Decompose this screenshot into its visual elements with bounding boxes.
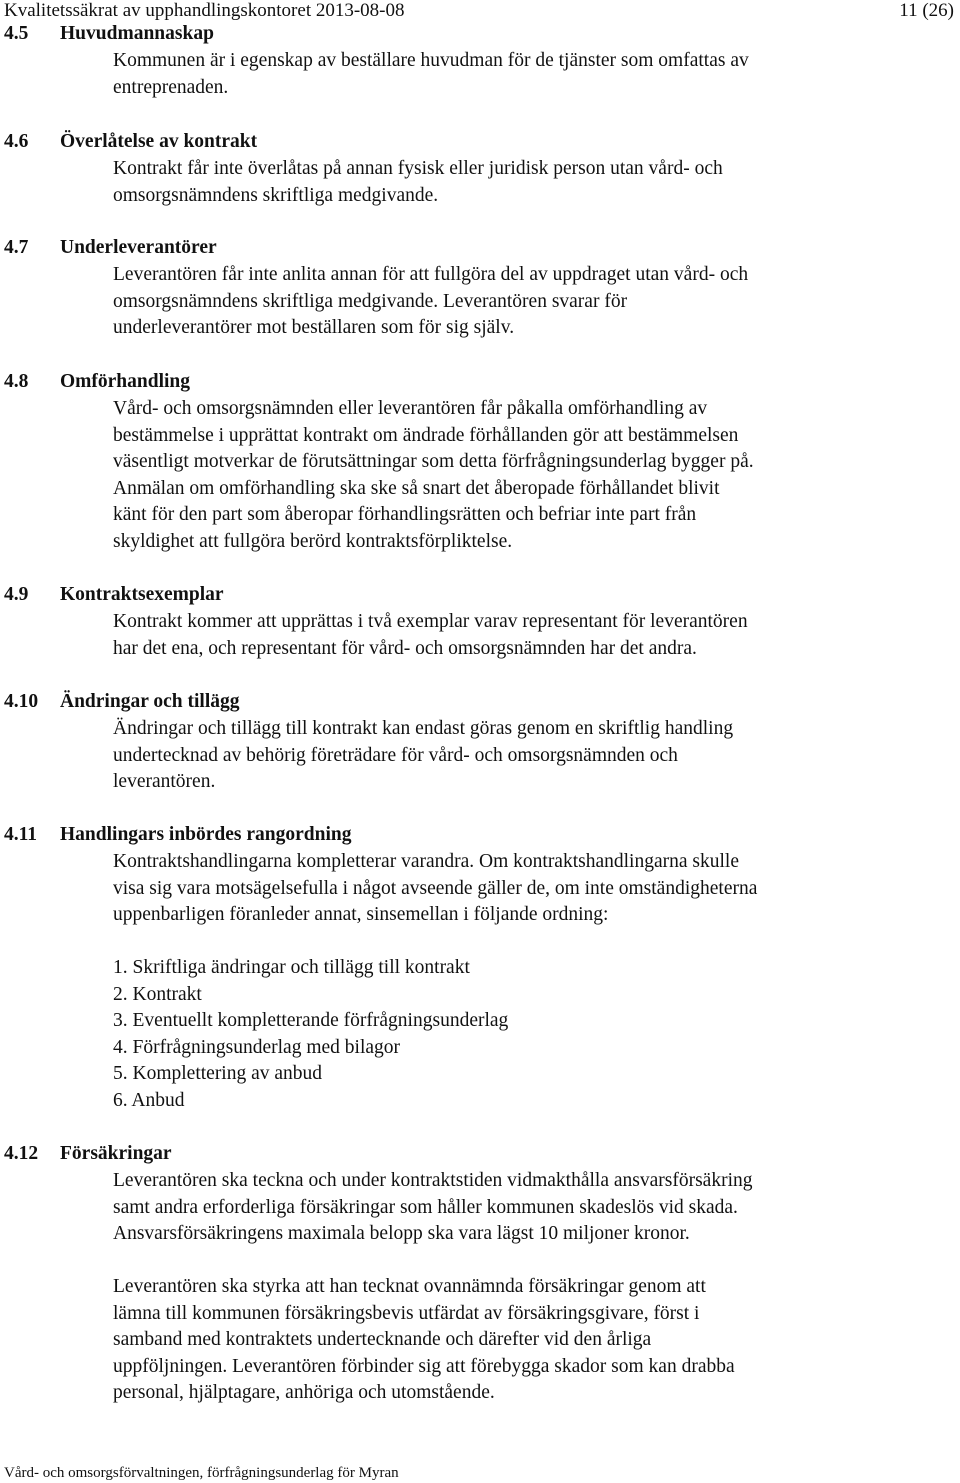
text-line: Anmälan om omförhandling ska ske så snart det åberopade förhållandet blivit <box>113 477 720 499</box>
text-line: samt andra erforderliga försäkringar som håller kommunen skadeslös vid skada. <box>113 1196 738 1218</box>
list-item: 2. Kontrakt <box>113 983 202 1005</box>
list-item: 4. Förfrågningsunderlag med bilagor <box>113 1036 401 1058</box>
text-line: entreprenaden. <box>113 76 229 98</box>
text-line: underleverantörer mot beställaren som för sig själv. <box>113 317 515 339</box>
text-line: skyldighet att fullgöra berörd kontraktsförpliktelse. <box>113 530 513 552</box>
section-title: Överlåtelse av kontrakt <box>60 131 258 152</box>
text-line: Ansvarsförsäkringens maximala belopp ska vara lägst 10 miljoner kronor. <box>113 1223 690 1245</box>
text-line: Vård- och omsorgsnämnden eller leverantören får påkalla omförhandling av <box>113 398 708 419</box>
text-line: Kontrakt kommer att upprättas i två exemplar varav representant för leverantören <box>113 611 748 632</box>
text-line: Kommunen är i egenskap av beställare huvudman för de tjänster som omfattas av <box>113 50 749 71</box>
text-line: känt för den part som åberopar förhandlingsrätten och befriar inte part från <box>113 504 697 526</box>
section-title: Underleverantörer <box>60 237 217 258</box>
section-number: 4.10 <box>4 691 39 712</box>
page-number: 11 (26) <box>899 0 954 21</box>
section-title: Kontraktsexemplar <box>60 584 224 605</box>
section-paragraph <box>113 396 955 556</box>
page-footer: Vård- och omsorgsförvaltningen, förfrågningsunderlag för Myran <box>4 1465 399 1481</box>
section-title: Ändringar och tillägg <box>60 691 240 712</box>
list-item: 3. Eventuellt kompletterande förfrågningsunderlag <box>113 1010 509 1032</box>
list-item: 6. Anbud <box>113 1089 185 1111</box>
section-number: 4.5 <box>4 23 29 44</box>
text-line: uppföljningen. Leverantören förbinder sig att förebygga skador som kan drabba <box>113 1355 735 1377</box>
priority-list <box>113 955 955 1115</box>
list-item: 1. Skriftliga ändringar och tillägg till kontrakt <box>113 957 470 978</box>
section-paragraph <box>113 716 955 796</box>
section-title: Huvudmannaskap <box>60 23 214 44</box>
section-title: Omförhandling <box>60 371 191 392</box>
section-paragraph <box>113 1274 955 1407</box>
section-title: Försäkringar <box>60 1143 172 1164</box>
section-number: 4.9 <box>4 584 29 605</box>
text-line: personal, hjälptagare, anhöriga och utomstående. <box>113 1382 495 1404</box>
section-paragraph <box>113 849 955 929</box>
text-line: har det ena, och representant för vård- och omsorgsnämnden har det andra. <box>113 637 697 659</box>
text-line: väsentligt motverkar de förutsättningar som detta förfrågningsunderlag bygger på. <box>113 451 754 473</box>
text-line: Kontraktshandlingarna kompletterar varandra. Om kontraktshandlingarna skulle <box>113 851 739 872</box>
section-number: 4.6 <box>4 131 29 152</box>
text-line: lämna till kommunen försäkringsbevis utfärdat av försäkringsgivare, först i <box>113 1302 700 1324</box>
section-paragraph <box>113 609 955 662</box>
text-line: bestämmelse i upprättat kontrakt om ändrade förhållanden gör att bestämmelsen <box>113 424 739 446</box>
header-quality-note: Kvalitetssäkrat av upphandlingskontoret 2013-08-08 <box>4 0 405 21</box>
section-paragraph <box>113 262 955 342</box>
text-line: visa sig vara motsägelsefulla i något avseende gäller de, om inte omständigheterna <box>113 877 758 899</box>
text-line: omsorgsnämndens skriftliga medgivande. <box>113 184 439 206</box>
section-title: Handlingars inbördes rangordning <box>60 824 352 845</box>
section-number: 4.12 <box>4 1143 39 1164</box>
text-line: Ändringar och tillägg till kontrakt kan endast göras genom en skriftlig handling <box>113 718 734 739</box>
text-line: omsorgsnämndens skriftliga medgivande. Leverantören svarar för <box>113 290 628 312</box>
section-paragraph <box>113 156 955 209</box>
text-line: Kontrakt får inte överlåtas på annan fysisk eller juridisk person utan vård- och <box>113 158 723 179</box>
text-line: Leverantören ska styrka att han tecknat ovannämnda försäkringar genom att <box>113 1276 706 1297</box>
section-number: 4.8 <box>4 371 29 392</box>
text-line: samband med kontraktets undertecknande och därefter vid den årliga <box>113 1329 652 1351</box>
text-line: undertecknad av behörig företrädare för vård- och omsorgsnämnden och <box>113 744 678 766</box>
section-number: 4.11 <box>4 824 38 845</box>
text-line: leverantören. <box>113 771 216 793</box>
text-line: Leverantören ska teckna och under kontraktstiden vidmakthålla ansvarsförsäkring <box>113 1170 753 1191</box>
text-line: Leverantören får inte anlita annan för att fullgöra del av uppdraget utan vård- och <box>113 264 749 285</box>
section-paragraph <box>113 1168 955 1248</box>
section-number: 4.7 <box>4 237 29 258</box>
text-line: uppenbarligen föranleder annat, sinsemellan i följande ordning: <box>113 904 609 926</box>
section-paragraph <box>113 48 955 101</box>
list-item: 5. Komplettering av anbud <box>113 1063 323 1085</box>
